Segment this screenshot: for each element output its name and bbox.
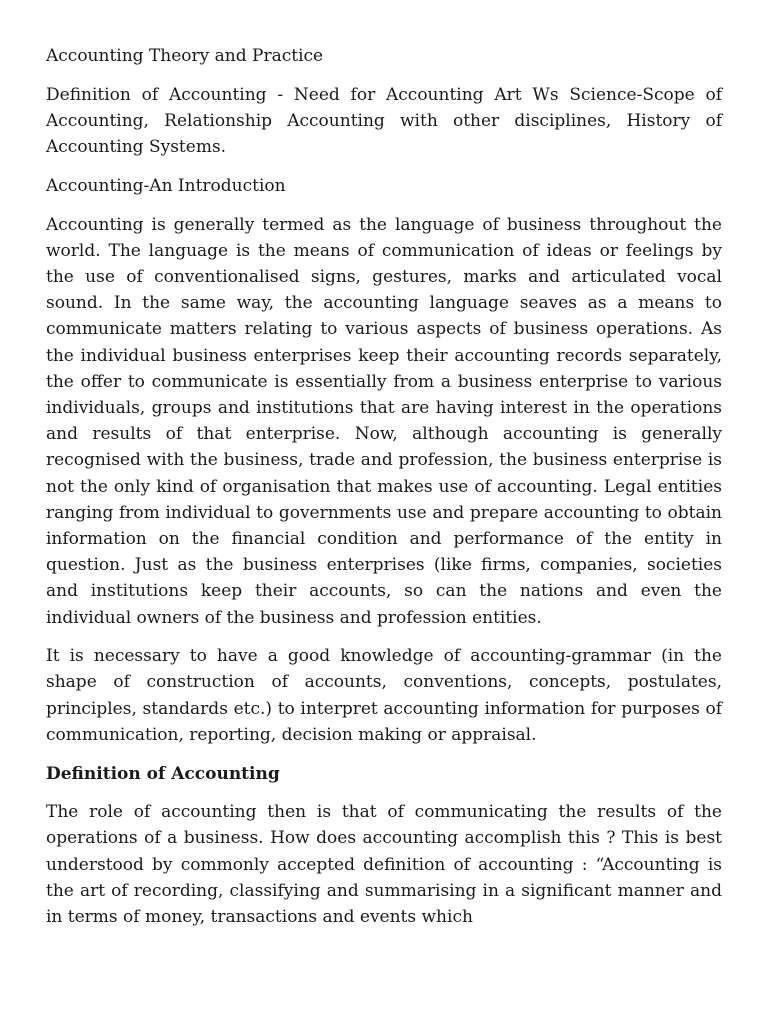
definition-heading: Definition of Accounting	[46, 763, 280, 784]
intro-heading: Accounting-An Introduction	[46, 175, 286, 196]
definition-paragraph: The role of accounting then is that of communicating the results of the operations of a business. How does accounting accomplish this ? This is best understood by commonly accepted definition of accounting : “Accounting is the art of recording, classifying and summarising in a significant manner and in terms of money, transactions and events which	[46, 802, 722, 928]
document-page	[46, 43, 722, 943]
document-title: Accounting Theory and Practice	[46, 46, 324, 66]
intro-paragraph-2: It is necessary to have a good knowledge of accounting-grammar (in the shape of construction of accounts, conventions, concepts, postulates, principles, standards etc.) to interpret accounting information for purposes of communication, reporting, decision making or appraisal.	[46, 646, 722, 745]
syllabus-paragraph: Definition of Accounting - Need for Accounting Art Ws Science-Scope of Accounting, Relationship Accounting with other disciplines, History of Accounting Systems.	[46, 84, 722, 158]
intro-paragraph-1: Accounting is generally termed as the language of business throughout the world. The language is the means of communication of ideas or feelings by the use of conventionalised signs, gestures, marks and articulated vocal sound. In the same way, the accounting language seaves as a means to communicate matters relating to various aspects of business operations. As the individual business enterprises keep their accounting records separately, the offer to communicate is essentially from a business enterprise to various individuals, groups and institutions that are having interest in the operations and results of that enterprise. Now, although accounting is generally recognised with the business, trade and profession, the business enterprise is not the only kind of organisation that makes use of accounting. Legal entities ranging from individual to governments use and prepare accounting to obtain information on the financial condition and performance of the entity in question. Just as the business enterprises (like firms, companies, societies and institutions keep their accounts, so can the nations and even the individual owners of the business and profession entities.	[46, 214, 722, 628]
